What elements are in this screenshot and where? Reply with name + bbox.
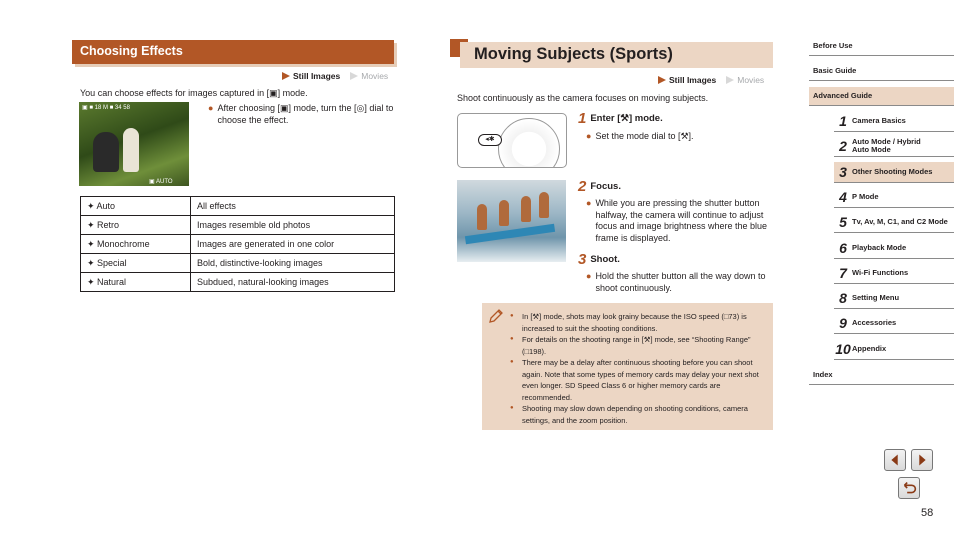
pencil-icon: [487, 307, 505, 325]
step-1-bullet: ● Set the mode dial to [⚒].: [586, 131, 694, 141]
arrow-right-icon: [912, 450, 932, 470]
mode-dial-illustration: [457, 113, 567, 168]
bullet-icon: ●: [208, 103, 214, 113]
left-bullet: ● After choosing [▣] mode, turn the [◎] dial to choose the effect.: [208, 103, 394, 125]
effect-description-cell: Subdued, natural-looking images: [191, 273, 395, 292]
nav-chapter-8[interactable]: [834, 288, 954, 309]
chapter-number: 8: [839, 290, 847, 307]
prev-page-button[interactable]: [884, 449, 906, 471]
effect-description-cell: Bold, distinctive-looking images: [191, 254, 395, 273]
return-button[interactable]: [898, 477, 920, 499]
effect-icon: ✦: [87, 257, 98, 268]
section-title-choosing-effects: Choosing Effects: [72, 40, 394, 64]
mode-dial: [498, 118, 560, 168]
chapter-label: Camera Basics: [852, 116, 906, 125]
step-2-bullet: ● While you are pressing the shutter button halfway, the camera will continue to adjust focus and image brightness where the blue frame is displayed.: [586, 198, 768, 243]
effect-description-cell: Images are generated in one color: [191, 235, 395, 254]
effect-name-cell: ✦ Special: [81, 254, 191, 273]
chapter-label: Other Shooting Modes: [852, 166, 933, 176]
nav-chapter-4[interactable]: [834, 187, 954, 208]
nav-chapter-9[interactable]: [834, 313, 954, 334]
nav-before-use[interactable]: Before Use: [809, 37, 954, 56]
table-row: [81, 273, 395, 292]
list-item: ● There may be a delay after continuous shooting before you can shoot again. Note that some types of memory cards may delay your next shot even longer. SD Speed Class 6 or higher memory cards are recommended.: [510, 357, 768, 403]
notes-list: [510, 311, 768, 426]
list-item: ● In [⚒] mode, shots may look grainy because the ISO speed (□73) is increased to suit the shooting conditions.: [510, 311, 768, 334]
step-1-title: Enter [⚒] mode.: [590, 113, 663, 124]
chapter-number: 3: [839, 163, 847, 180]
effect-name-cell: ✦ Natural: [81, 273, 191, 292]
photo-hud-top: ▣ ■ 18 M ■ 34 58: [82, 105, 130, 111]
list-item: ● For details on the shooting range in [⚒] mode, see “Shooting Range” (□198).: [510, 334, 768, 357]
triangle-icon: [282, 72, 290, 80]
notes-box: [482, 303, 773, 430]
chapter-label: Tv, Av, M, C1, and C2 Mode: [852, 217, 948, 227]
mode-tags-middle: [658, 75, 764, 85]
step-3-number: 3: [578, 251, 587, 268]
chapter-label: Wi-Fi Functions: [852, 267, 909, 277]
sports-sample-photo: [457, 180, 566, 262]
chapter-number: 5: [839, 214, 847, 231]
photo-hud-bottom: ▣ AUTO: [149, 179, 173, 185]
effect-description-cell: All effects: [191, 197, 395, 216]
chapter-number: 2: [839, 138, 847, 155]
step-3-title: Shoot.: [590, 254, 620, 265]
effect-description-cell: Images resemble old photos: [191, 216, 395, 235]
nav-chapter-6[interactable]: [834, 238, 954, 259]
step-2-number: 2: [578, 178, 587, 195]
effect-name-cell: ✦ Monochrome: [81, 235, 191, 254]
middle-intro: Shoot continuously as the camera focuses on moving subjects.: [457, 93, 709, 103]
triangle-icon: [658, 76, 666, 84]
list-item: ● Shooting may slow down depending on shooting conditions, camera settings, and the zoom position.: [510, 403, 768, 426]
step-3-bullet: ● Hold the shutter button all the way down to shoot continuously.: [586, 271, 766, 293]
step-1-number: 1: [578, 110, 587, 127]
chapter-label: Appendix: [852, 343, 887, 353]
chapter-label: Setting Menu: [852, 293, 900, 303]
step-1: [578, 110, 663, 127]
triangle-icon: [726, 76, 734, 84]
effect-icon: ✦: [87, 200, 97, 211]
nav-chapter-3[interactable]: [834, 162, 954, 183]
nav-chapter-5[interactable]: [834, 212, 954, 233]
nav-basic-guide[interactable]: Basic Guide: [809, 62, 954, 81]
table-row: [81, 197, 395, 216]
effect-icon: ✦: [87, 238, 98, 249]
chapter-label: P Mode: [852, 191, 879, 201]
nav-advanced-guide[interactable]: Advanced Guide: [809, 87, 954, 106]
effect-name-cell: ✦ Retro: [81, 216, 191, 235]
effect-icon: ✦: [87, 219, 98, 230]
chapter-label: Accessories: [852, 318, 897, 328]
chapter-number: 10: [835, 340, 851, 357]
step-2-title: Focus.: [590, 181, 621, 192]
mode-tags-left: [282, 71, 388, 81]
chapter-label: Auto Mode / Hybrid Auto Mode: [852, 137, 921, 155]
effects-sample-photo: [79, 102, 189, 186]
movies-tag: Movies: [350, 71, 388, 81]
still-images-tag: Still Images: [282, 71, 340, 81]
chapter-number: 1: [839, 113, 847, 129]
effect-name-cell: ✦ Auto: [81, 197, 191, 216]
left-intro: You can choose effects for images captured in [▣] mode.: [80, 88, 308, 98]
effects-table: [80, 196, 395, 292]
triangle-icon: [350, 72, 358, 80]
chapter-number: 9: [839, 315, 847, 332]
page-number: 58: [921, 507, 934, 519]
still-images-tag: Still Images: [658, 75, 716, 85]
page-title: Moving Subjects (Sports): [460, 42, 773, 68]
movies-tag: Movies: [726, 75, 764, 85]
nav-chapter-10[interactable]: [834, 339, 954, 360]
nav-chapter-2[interactable]: [834, 136, 954, 157]
return-icon: [899, 478, 919, 498]
step-2: [578, 178, 621, 195]
table-row: [81, 254, 395, 273]
table-row: [81, 216, 395, 235]
nav-chapter-7[interactable]: [834, 263, 954, 284]
arrow-left-icon: [885, 450, 905, 470]
chapter-number: 6: [839, 239, 847, 256]
chapter-number: 4: [839, 188, 847, 205]
chapter-number: 7: [839, 264, 847, 281]
nav-index[interactable]: Index: [809, 366, 954, 385]
table-row: [81, 235, 395, 254]
effect-icon: ✦: [87, 276, 98, 287]
chapter-label: Playback Mode: [852, 242, 907, 252]
sports-mode-icon: ◂✱: [478, 134, 502, 146]
next-page-button[interactable]: [911, 449, 933, 471]
step-3: [578, 251, 620, 268]
nav-chapter-1[interactable]: [834, 111, 954, 132]
